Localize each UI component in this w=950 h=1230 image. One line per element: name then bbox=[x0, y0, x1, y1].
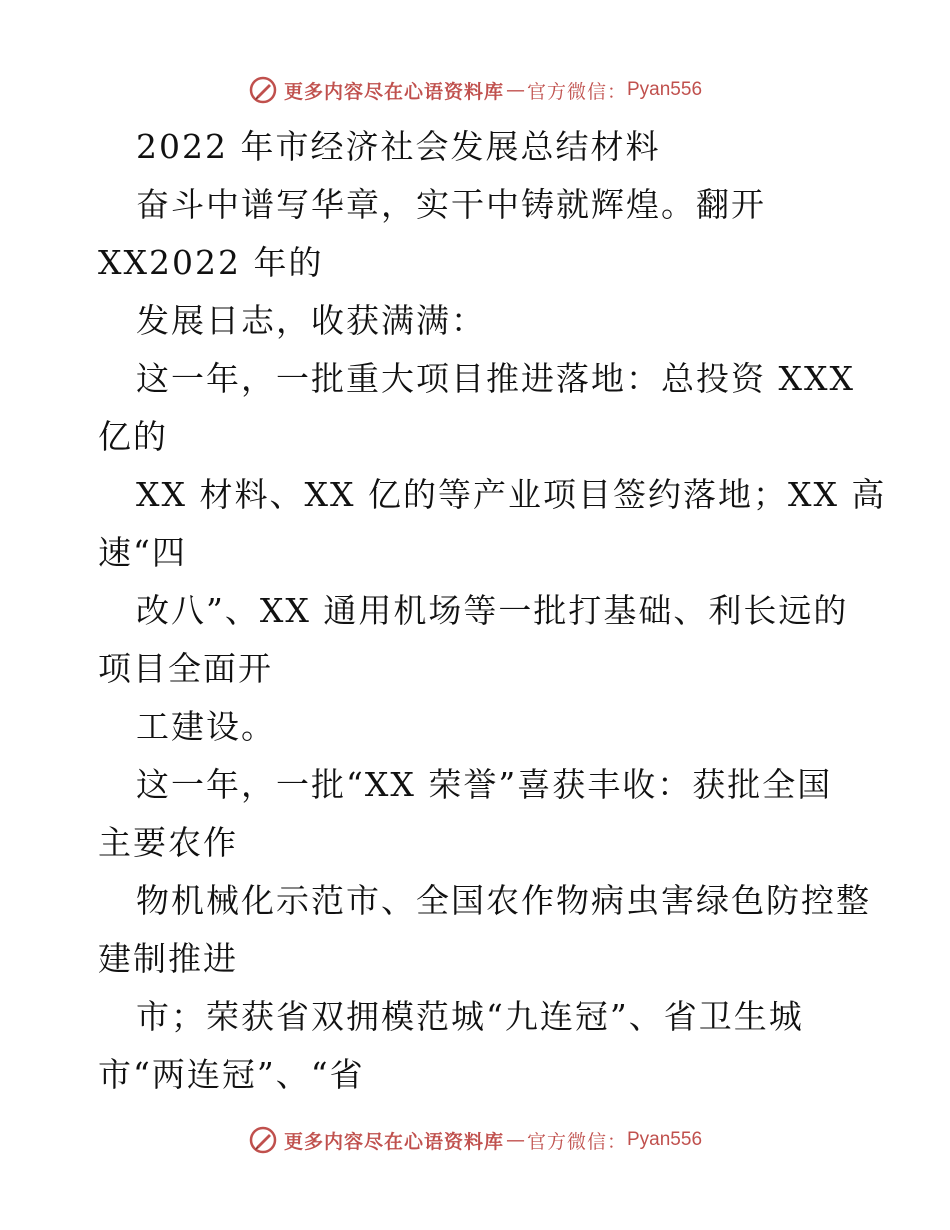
watermark-main-text: 更多内容尽在心语资料库 bbox=[283, 80, 504, 103]
paragraph-line: 奋斗中谱写华章，实干中铸就辉煌。翻开 bbox=[136, 185, 766, 224]
paragraph-line: 速“四 bbox=[98, 533, 187, 572]
paragraph-line: 市；荣获省双拥模范城“九连冠”、省卫生城 bbox=[136, 997, 804, 1036]
paragraph-line: 项目全面开 bbox=[98, 649, 273, 688]
paragraph-line: 这一年，一批重大项目推进落地：总投资 XXX bbox=[136, 359, 855, 398]
paragraph-line: XX 材料、XX 亿的等产业项目签约落地；XX 高 bbox=[136, 475, 887, 514]
paragraph-line: 这一年，一批“XX 荣誉”喜获丰收：获批全国 bbox=[136, 765, 833, 804]
footer-watermark bbox=[0, 1120, 950, 1160]
watermark-separator: — bbox=[505, 1129, 525, 1151]
watermark-wechat-id: Pyan556 bbox=[627, 1129, 703, 1150]
paragraph-line: 亿的 bbox=[98, 417, 168, 456]
header-watermark bbox=[0, 70, 950, 110]
quill-pen-logo-icon bbox=[248, 75, 278, 105]
watermark-wechat-id: Pyan556 bbox=[627, 79, 703, 100]
paragraph-line: 发展日志，收获满满： bbox=[136, 301, 486, 340]
paragraph-line: 市“两连冠”、“省 bbox=[98, 1055, 365, 1094]
paragraph-line: 建制推进 bbox=[98, 939, 238, 978]
watermark-wechat-label: 官方微信： bbox=[526, 1130, 627, 1153]
document-title-line: 2022 年市经济社会发展总结材料 bbox=[136, 127, 661, 166]
document-body bbox=[98, 118, 887, 1104]
watermark-main-text: 更多内容尽在心语资料库 bbox=[283, 1130, 504, 1153]
paragraph-line: 工建设。 bbox=[136, 707, 276, 746]
watermark-separator: — bbox=[505, 79, 525, 101]
paragraph-line: 改八”、XX 通用机场等一批打基础、利长远的 bbox=[136, 591, 849, 630]
watermark-wechat-label: 官方微信： bbox=[526, 80, 627, 103]
paragraph-line: XX2022 年的 bbox=[98, 243, 324, 282]
paragraph-line: 物机械化示范市、全国农作物病虫害绿色防控整 bbox=[136, 881, 871, 920]
paragraph-line: 主要农作 bbox=[98, 823, 238, 862]
quill-pen-logo-icon bbox=[248, 1125, 278, 1155]
